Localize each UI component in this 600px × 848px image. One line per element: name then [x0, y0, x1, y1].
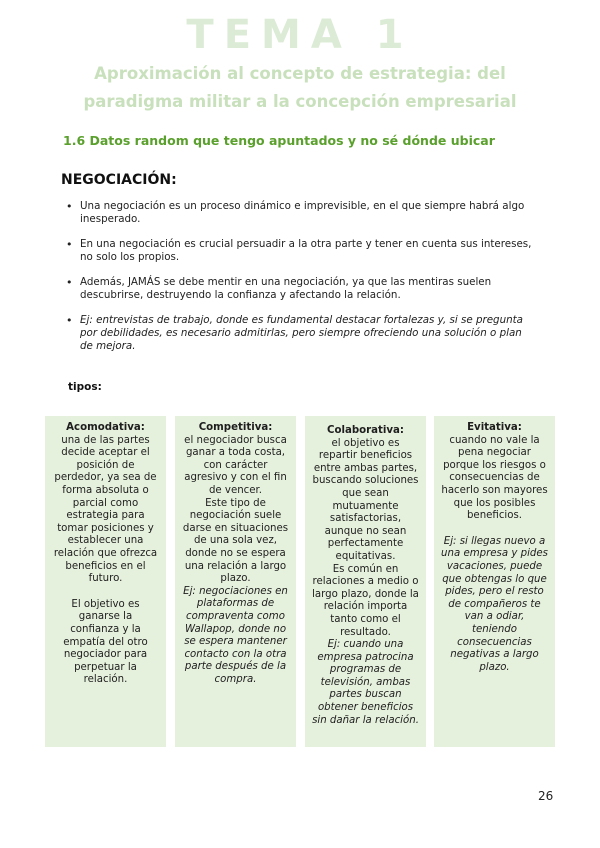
type-description: una de las partes decide aceptar el posición de perdedor, ya sea de forma absoluta o parcial como estrategia para tomar posiciones y establecer una relación que ofrezca beneficios en el futuro.: [53, 434, 158, 585]
type-title: Acomodativa:: [66, 422, 145, 433]
type-title: Evitativa:: [467, 422, 522, 433]
type-card-evitativa: [434, 416, 555, 747]
type-example: Ej: negociaciones en plataformas de compraventa como Wallapop, donde no se espera mantener contacto con la otra parte después de la compra.: [183, 585, 288, 685]
type-description: el objetivo es repartir beneficios entre ambas partes, buscando soluciones que sean mutuamente satisfactorias, aunque no sean perfectamente equitativas.: [312, 437, 419, 562]
type-description: el negociador busca ganar a toda costa, con carácter agresivo y con el fin de vencer.: [184, 434, 287, 496]
type-card-acomodativa: [45, 416, 166, 747]
type-card-colaborativa: [305, 416, 426, 747]
type-objective: El objetivo es ganarse la confianza y la empatía del otro negociador para perpetuar la relación.: [63, 598, 148, 686]
page-number: 26: [538, 789, 554, 803]
bullet-item: • Una negociación es un proceso dinámico e imprevisible, en el que siempre habrá algo inesperado.: [64, 200, 534, 226]
type-description: cuando no vale la pena negociar porque los riesgos o consecuencias de hacerlo son mayores que los posibles beneficios.: [441, 434, 548, 522]
type-title: Competitiva:: [198, 422, 273, 433]
type-context: Es común en relaciones a medio o largo plazo, donde la relación importa tanto como el resultado.: [312, 563, 419, 638]
type-example: Ej: si llegas nuevo a una empresa y pides vacaciones, puede que obtengas lo que pides, pero el resto de compañeros te van a odiar, teniendo consecuencias negativas a largo plazo.: [441, 535, 548, 673]
subtitle-line-1: Aproximación al concepto de estrategia: del: [94, 64, 506, 83]
bullet-item: • Además, JAMÁS se debe mentir en una negociación, ya que las mentiras suelen descubrirse, destruyendo la confianza y afectando la relación.: [64, 276, 534, 302]
type-example: Ej: cuando una empresa patrocina programas de televisión, ambas partes buscan obtener beneficios sin dañar la relación.: [312, 639, 419, 726]
type-title: Colaborativa:: [327, 425, 404, 436]
chapter-subtitle: [40, 60, 560, 116]
bullet-item-example: • Ej: entrevistas de trabajo, donde es fundamental destacar fortalezas y, si se pregunta por debilidades, es necesario admitirlas, pero siempre ofreciendo una solución o plan de mejora.: [64, 314, 534, 353]
subtitle-line-2: paradigma militar a la concepción empresarial: [83, 92, 517, 111]
section-title: 1.6 Datos random que tengo apuntados y no sé dónde ubicar: [63, 133, 495, 148]
negociacion-bullet-list: [64, 200, 534, 365]
type-card-competitiva: [175, 416, 296, 747]
type-context: Este tipo de negociación suele darse en situaciones de una sola vez, donde no se espera una relación a largo plazo.: [182, 497, 289, 585]
chapter-title: TEMA 1: [186, 12, 414, 58]
bullet-item: • En una negociación es crucial persuadir a la otra parte y tener en cuenta sus intereses, no solo los propios.: [64, 238, 534, 264]
negociacion-heading: NEGOCIACIÓN:: [61, 172, 177, 188]
tipos-label: tipos:: [68, 381, 102, 393]
